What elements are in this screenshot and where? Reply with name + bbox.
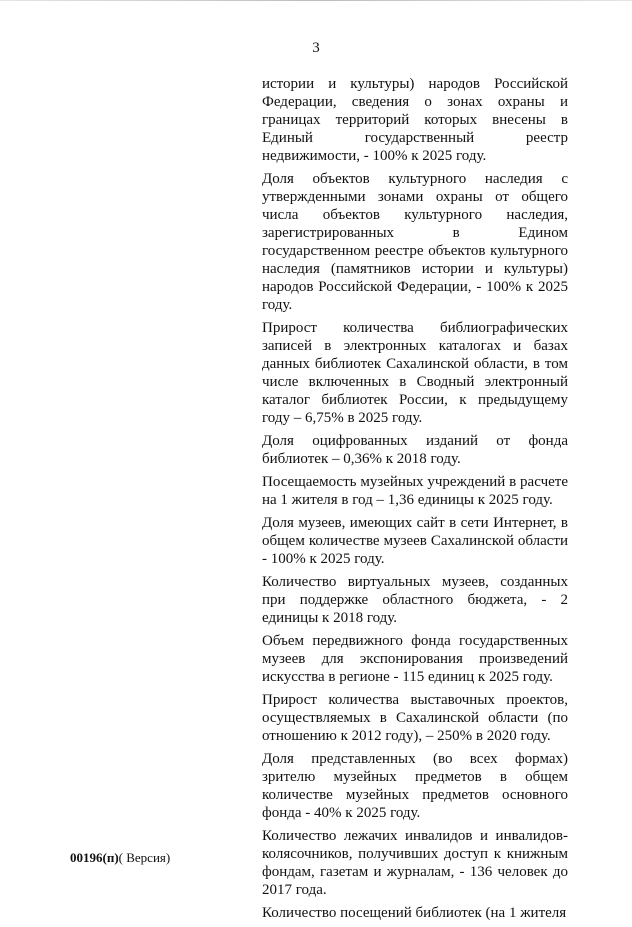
- paragraph: Посещаемость музейных учреждений в расчете на 1 жителя в год – 1,36 единицы к 2025 году.: [262, 474, 568, 508]
- paragraph: истории и культуры) народов Российской Федерации, сведения о зонах охраны и границах территорий которых внесены в Единый государственный реестр недвижимости, - 100% к 2025 году.: [262, 76, 568, 164]
- document-footer: [70, 850, 170, 866]
- paragraph: Прирост количества библиографических записей в электронных каталогах и базах данных библиотек Сахалинской области, в том числе включенных в Сводный электронный каталог библиотек России, к предыдущему году – 6,75% в 2025 году.: [262, 320, 568, 426]
- document-version: ( Версия): [118, 850, 171, 865]
- paragraph: Количество посещений библиотек (на 1 жителя: [262, 905, 567, 921]
- paragraph: Количество лежачих инвалидов и инвалидов-колясочников, получивших доступ к книжным фондам, газетам и журналам, - 136 человек до 2017 года.: [262, 828, 568, 898]
- paragraph: Доля представленных (во всех формах) зрителю музейных предметов в общем количестве музейных предметов основного фонда - 40% к 2025 году.: [262, 751, 568, 821]
- paragraph: Доля оцифрованных изданий от фонда библиотек – 0,36% к 2018 году.: [262, 433, 568, 467]
- paragraph: Объем передвижного фонда государственных музеев для экспонирования произведений искусства в регионе - 115 единиц к 2025 году.: [262, 633, 568, 685]
- page-number: 3: [312, 40, 320, 56]
- paragraph: Прирост количества выставочных проектов, осуществляемых в Сахалинской области (по отношению к 2012 году), – 250% в 2020 году.: [262, 692, 568, 744]
- page-top-edge: [0, 0, 632, 1]
- document-body: [262, 75, 568, 927]
- paragraph: Количество виртуальных музеев, созданных при поддержке областного бюджета, - 2 единицы к 2018 году.: [262, 574, 568, 626]
- document-code: 00196(п): [70, 850, 119, 865]
- paragraph: Доля музеев, имеющих сайт в сети Интернет, в общем количестве музеев Сахалинской области - 100% к 2025 году.: [262, 515, 568, 567]
- paragraph: Доля объектов культурного наследия с утвержденными зонами охраны от общего числа объектов культурного наследия, зарегистрированных в Едином государственном реестре объектов культурного наследия (памятников истории и культуры) народов Российской Федерации, - 100% к 2025 году.: [262, 171, 568, 313]
